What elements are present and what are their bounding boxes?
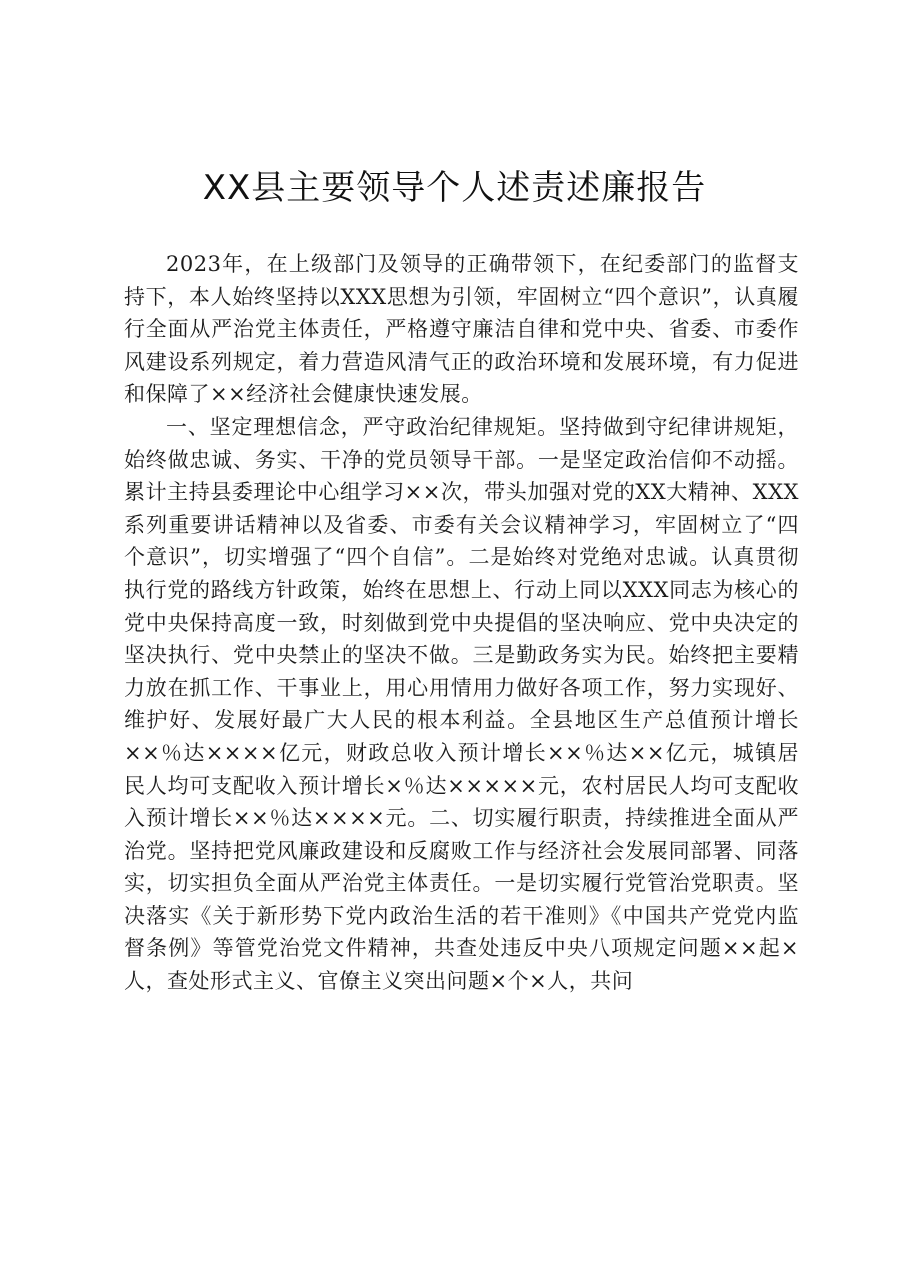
paragraph-intro: 2023年，在上级部门及领导的正确带领下，在纪委部门的监督支持下，本人始终坚持以XXX思想为引领，牢固树立“四个意识”，认真履行全面从严治党主体责任，严格遵守廉洁自律和党中央、省委、市委作风建设系列规定，着力营造风清气正的政治环境和发展环境，有力促进和保障了××经济社会健康快速发展。 — [124, 252, 799, 407]
document-body — [124, 248, 799, 998]
document-title: XX县主要领导个人述责述廉报告 — [202, 168, 707, 208]
paragraph-section-one: 一、坚定理想信念，严守政治纪律规矩。坚持做到守纪律讲规矩，始终做忠诚、务实、干净的党员领导干部。一是坚定政治信仰不动摇。累计主持县委理论中心组学习××次，带头加强对党的XX大精神、XXX系列重要讲话精神以及省委、市委有关会议精神学习，牢固树立了“四个意识”，切实增强了“四个自信”。二是始终对党绝对忠诚。认真贯彻执行党的路线方针政策，始终在思想上、行动上同以XXX同志为核心的党中央保持高度一致，时刻做到党中央提倡的坚决响应、党中央决定的坚决执行、党中央禁止的坚决不做。三是勤政务实为民。始终把主要精力放在抓工作、干事业上，用心用情用力做好各项工作，努力实现好、维护好、发展好最广大人民的根本利益。全县地区生产总值预计增长××％达××××亿元，财政总收入预计增长××％达××亿元，城镇居民人均可支配收入预计增长×％达×××××元，农村居民人均可支配收入预计增长××％达××××元。二、切实履行职责，持续推进全面从严治党。坚持把党风廉政建设和反腐败工作与经济社会发展同部署、同落实，切实担负全面从严治党主体责任。一是切实履行党管治党职责。坚决落实《关于新形势下党内政治生活的若干准则》《中国共产党党内监督条例》等管党治党文件精神，共查处违反中央八项规定问题××起×人，查处形式主义、官僚主义突出问题×个×人，共问 — [124, 414, 799, 994]
